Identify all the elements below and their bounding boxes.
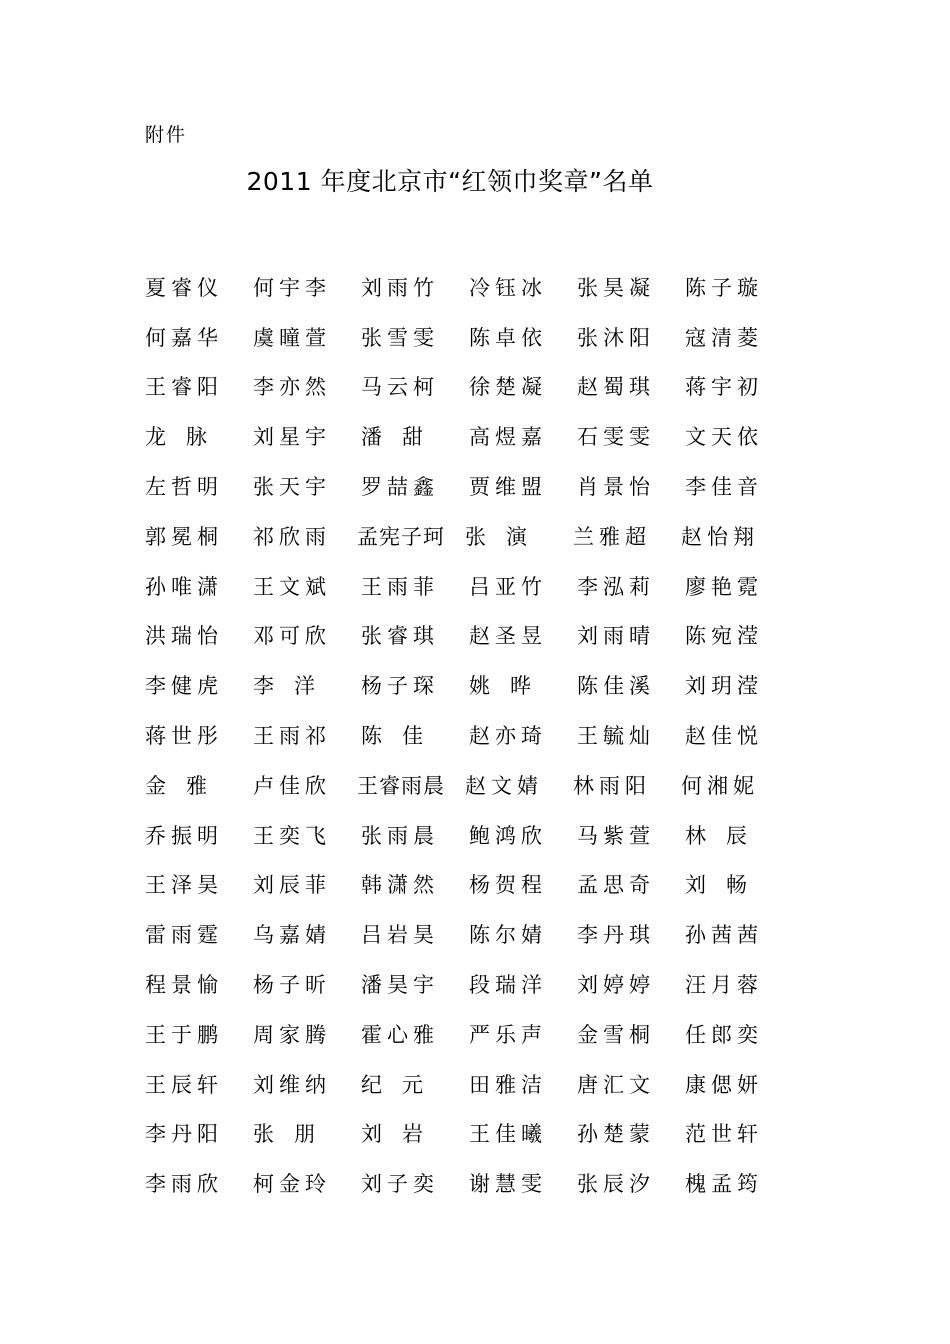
name-cell: 李佳音 [685, 475, 763, 500]
name-cell: 段瑞洋 [469, 973, 547, 998]
name-cell: 左哲明 [145, 475, 223, 500]
name-cell: 孟思奇 [577, 873, 655, 898]
name-cell: 陈宛滢 [685, 624, 763, 649]
name-list [145, 262, 795, 1208]
name-cell: 徐楚凝 [469, 375, 547, 400]
name-row [145, 312, 795, 362]
name-cell: 何湘妮 [681, 773, 759, 798]
name-cell: 王于鹏 [145, 1022, 223, 1047]
name-cell: 蒋宇初 [685, 375, 763, 400]
name-cell: 刘畅 [685, 873, 767, 898]
name-cell: 吕岩昊 [361, 923, 439, 948]
name-cell: 赵蜀琪 [577, 375, 655, 400]
name-row [145, 660, 795, 710]
name-cell: 张演 [465, 524, 547, 549]
name-cell: 赵怡翔 [681, 524, 759, 549]
name-row [145, 1009, 795, 1059]
name-cell: 贾维盟 [469, 475, 547, 500]
name-cell: 文天依 [685, 425, 763, 450]
name-cell: 祁欣雨 [253, 524, 331, 549]
name-cell: 田雅洁 [469, 1072, 547, 1097]
name-cell: 林辰 [685, 823, 767, 848]
name-cell: 鲍鸿欣 [469, 823, 547, 848]
name-cell: 李雨欣 [145, 1172, 223, 1197]
name-cell: 张朋 [253, 1122, 335, 1147]
name-cell: 陈佳 [361, 724, 443, 749]
name-cell: 唐汇文 [577, 1072, 655, 1097]
name-row [145, 611, 795, 661]
name-cell: 虞曈萱 [253, 325, 331, 350]
name-cell: 卢佳欣 [253, 773, 331, 798]
name-cell: 张睿琪 [361, 624, 439, 649]
name-cell: 刘星宇 [253, 425, 331, 450]
name-cell: 康偲妍 [685, 1072, 763, 1097]
name-cell: 刘雨晴 [577, 624, 655, 649]
name-cell: 冷钰冰 [469, 275, 547, 300]
name-cell: 杨子昕 [253, 973, 331, 998]
name-cell: 张雪雯 [361, 325, 439, 350]
document-title: 2011 年度北京市“红领巾奖章”名单 [246, 167, 654, 196]
name-cell: 任郎奕 [685, 1022, 763, 1047]
name-cell: 杨子琛 [361, 674, 439, 699]
name-cell: 林雨阳 [573, 773, 651, 798]
name-cell: 姚晔 [469, 674, 551, 699]
name-cell: 蒋世彤 [145, 724, 223, 749]
name-cell: 罗喆鑫 [361, 475, 439, 500]
name-cell: 李丹阳 [145, 1122, 223, 1147]
name-cell: 夏睿仪 [145, 275, 223, 300]
name-cell: 何嘉华 [145, 325, 223, 350]
name-cell: 刘子奕 [361, 1172, 439, 1197]
name-cell: 谢慧雯 [469, 1172, 547, 1197]
name-cell: 孙楚蒙 [577, 1122, 655, 1147]
name-row [145, 959, 795, 1009]
attachment-label: 附件 [145, 124, 188, 146]
name-cell: 廖艳霓 [685, 574, 763, 599]
name-row [145, 710, 795, 760]
name-cell: 赵圣昱 [469, 624, 547, 649]
name-row [145, 1158, 795, 1208]
name-cell: 陈卓依 [469, 325, 547, 350]
name-cell: 严乐声 [469, 1022, 547, 1047]
name-cell: 金雅 [145, 773, 227, 798]
name-cell: 石雯雯 [577, 425, 655, 450]
name-cell: 霍心雅 [361, 1022, 439, 1047]
name-cell: 何宇李 [253, 275, 331, 300]
name-cell: 李洋 [253, 674, 335, 699]
name-cell: 杨贺程 [469, 873, 547, 898]
name-cell: 王辰轩 [145, 1072, 223, 1097]
name-cell: 王睿雨晨 [357, 773, 445, 798]
name-cell: 王雨菲 [361, 574, 439, 599]
name-row [145, 810, 795, 860]
name-cell: 周家腾 [253, 1022, 331, 1047]
name-row [145, 561, 795, 611]
name-cell: 寇清菱 [685, 325, 763, 350]
name-cell: 纪元 [361, 1072, 443, 1097]
name-cell: 刘玥滢 [685, 674, 763, 699]
name-row [145, 411, 795, 461]
name-cell: 邓可欣 [253, 624, 331, 649]
name-row [145, 860, 795, 910]
name-cell: 陈佳溪 [577, 674, 655, 699]
name-row [145, 362, 795, 412]
name-cell: 李泓莉 [577, 574, 655, 599]
name-cell: 王泽昊 [145, 873, 223, 898]
name-cell: 柯金玲 [253, 1172, 331, 1197]
name-cell: 王毓灿 [577, 724, 655, 749]
name-cell: 张雨晨 [361, 823, 439, 848]
name-cell: 王睿阳 [145, 375, 223, 400]
name-cell: 王佳曦 [469, 1122, 547, 1147]
name-cell: 赵佳悦 [685, 724, 763, 749]
name-cell: 龙脉 [145, 425, 227, 450]
name-cell: 李健虎 [145, 674, 223, 699]
name-cell: 程景愉 [145, 973, 223, 998]
name-row [145, 262, 795, 312]
name-cell: 张辰汐 [577, 1172, 655, 1197]
name-row [145, 461, 795, 511]
name-row [145, 1109, 795, 1159]
name-cell: 马云柯 [361, 375, 439, 400]
name-row [145, 909, 795, 959]
name-cell: 张沐阳 [577, 325, 655, 350]
name-cell: 乌嘉婧 [253, 923, 331, 948]
name-cell: 赵亦琦 [469, 724, 547, 749]
name-cell: 韩潇然 [361, 873, 439, 898]
name-cell: 赵文婧 [465, 773, 543, 798]
name-cell: 马紫萱 [577, 823, 655, 848]
name-cell: 王奕飞 [253, 823, 331, 848]
name-cell: 张天宇 [253, 475, 331, 500]
name-cell: 王雨祁 [253, 724, 331, 749]
name-cell: 乔振明 [145, 823, 223, 848]
name-cell: 孟宪子珂 [357, 524, 445, 549]
name-cell: 肖景怡 [577, 475, 655, 500]
name-cell: 李丹琪 [577, 923, 655, 948]
name-row [145, 511, 795, 561]
name-cell: 刘婷婷 [577, 973, 655, 998]
name-cell: 刘岩 [361, 1122, 443, 1147]
name-cell: 高煜嘉 [469, 425, 547, 450]
name-cell: 刘维纳 [253, 1072, 331, 1097]
name-row [145, 1059, 795, 1109]
name-cell: 兰雅超 [573, 524, 651, 549]
name-cell: 吕亚竹 [469, 574, 547, 599]
name-cell: 金雪桐 [577, 1022, 655, 1047]
name-row [145, 760, 795, 810]
name-cell: 陈子璇 [685, 275, 763, 300]
name-cell: 刘雨竹 [361, 275, 439, 300]
name-cell: 陈尔婧 [469, 923, 547, 948]
name-cell: 雷雨霆 [145, 923, 223, 948]
name-cell: 潘昊宇 [361, 973, 439, 998]
name-cell: 槐孟筠 [685, 1172, 763, 1197]
name-cell: 张昊凝 [577, 275, 655, 300]
name-cell: 郭冕桐 [145, 524, 223, 549]
name-cell: 范世轩 [685, 1122, 763, 1147]
name-cell: 潘甜 [361, 425, 443, 450]
name-cell: 王文斌 [253, 574, 331, 599]
name-cell: 汪月蓉 [685, 973, 763, 998]
name-cell: 洪瑞怡 [145, 624, 223, 649]
name-cell: 孙唯潇 [145, 574, 223, 599]
name-cell: 孙茜茜 [685, 923, 763, 948]
name-cell: 刘辰菲 [253, 873, 331, 898]
name-cell: 李亦然 [253, 375, 331, 400]
